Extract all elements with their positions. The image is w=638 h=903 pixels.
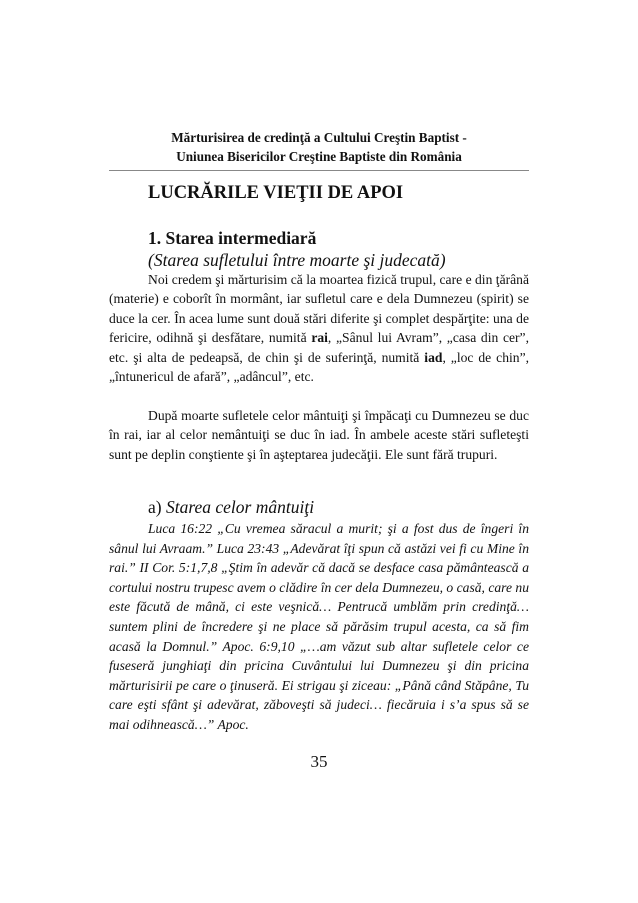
header-divider — [109, 170, 529, 171]
running-header — [109, 128, 529, 166]
paragraph-1-text-b: , „Sânul lui Avram”, „casa din cer”, etc. şi alta de pedeapsă, de chin şi de suferinţă, numită — [109, 330, 529, 365]
paragraph-1-text-c: , „loc de chin”, „întunericul de afară”, „adâncul”, etc. — [109, 349, 529, 385]
subsection-label: Starea celor mântuiţi — [165, 497, 315, 517]
term-rai: rai — [311, 330, 328, 346]
subsection-heading — [148, 497, 314, 518]
paragraph-2: După moarte sufletele celor mântuiţi şi împăcaţi cu Dumnezeu se duc în rai, iar al celor nemântuiţi se duc în iad. În ambele aceste stări sufleteşti sunt pe deplin conştiente şi în aşteptarea judecăţii. Ele sunt fără trupuri. — [109, 408, 529, 462]
section-title: 1. Starea intermediară — [148, 228, 317, 248]
chapter-title: LUCRĂRILE VIEŢII DE APOI — [148, 183, 404, 203]
paragraph-1-text-a: Noi credem şi mărturisim că la moartea fizică trupul, care e din ţărână (materie) e coborît în mormânt, iar sufletul care e dela Dumnezeu (spirit) se duce la cer. În acea lume sunt două stări diferite şi complet despărţite: una de fericire, odihnă şi desfătare, numită — [109, 272, 529, 346]
term-iad: iad — [424, 349, 443, 365]
section-subtitle: (Starea sufletului între moarte şi judecată) — [148, 250, 446, 270]
paragraph-1 — [109, 270, 529, 386]
page-number: 35 — [310, 752, 328, 771]
running-header-line-2: Uniunea Bisericilor Creştine Baptiste din România — [176, 149, 462, 164]
subsection-prefix: a) — [148, 497, 166, 517]
scripture-quote: Luca 16:22 „Cu vremea săracul a murit; şi a fost dus de îngeri în sânul lui Avraam.” Luca 23:43 „Adevărat îţi spun că astăzi vei fi cu Mine în rai.” II Cor. 5:1,7,8 „Ştim în adevăr că dacă se desface casa pământească a cortului nostru trupesc avem o clădire în cer dela Dumnezeu, o casă, care nu este făcută de mână, ci este veşnică… Pentrucă umblăm prin credinţă… suntem plini de încredere şi ne place să părăsim trupul acesta, ca să fim acasă la Domnul.” Apoc. 6:9,10 „…am văzut sub altar sufletele celor ce fuseseră junghiaţi din pricina Cuvântului lui Dumnezeu şi din pricina mărturisirii pe care o ţinuseră. Ei strigau şi ziceau: „Până când Stăpâne, Tu care eşti sfânt şi adevărat, zăboveşti să judeci… fiecăruia i s’a spus să se mai odihnească…” Apoc. — [109, 521, 529, 732]
running-header-line-1: Mărturisirea de credinţă a Cultului Creştin Baptist - — [171, 130, 467, 145]
